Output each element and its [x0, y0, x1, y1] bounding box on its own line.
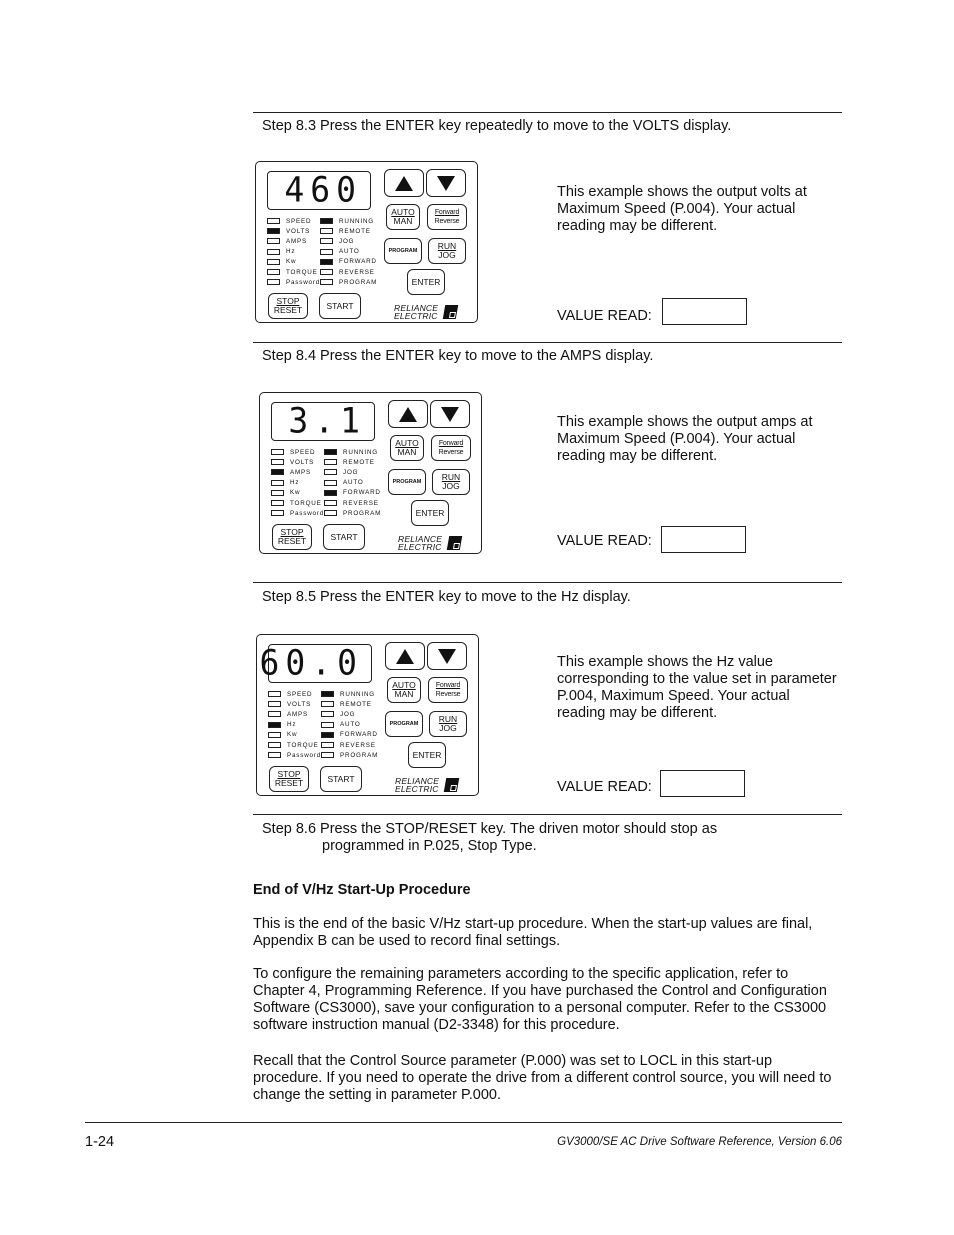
led-label: SPEED — [287, 690, 313, 698]
up-arrow-button[interactable] — [385, 642, 425, 670]
step-8-3-text: Step 8.3 Press the ENTER key repeatedly to move to the VOLTS display. — [262, 118, 732, 134]
led-indicator — [324, 500, 337, 506]
enter-button[interactable] — [407, 269, 445, 295]
led-indicator-row — [321, 689, 375, 699]
auto-man-button[interactable] — [390, 435, 424, 461]
led-indicator-row — [321, 699, 372, 709]
section-heading: End of V/Hz Start-Up Procedure — [253, 882, 471, 898]
display-value: 3.1 — [288, 400, 366, 441]
down-arrow-button[interactable] — [430, 400, 470, 428]
led-indicator-row — [321, 750, 378, 760]
step-8-6-line2: programmed in P.025, Stop Type. — [322, 838, 537, 854]
value-read-label: VALUE READ: — [557, 308, 652, 324]
led-indicator — [271, 500, 284, 506]
step-8-3-description: This example shows the output volts at Maximum Speed (P.004). Your actual reading may be different. — [557, 184, 807, 234]
led-indicator — [267, 259, 280, 265]
reset-label: RESET — [277, 536, 307, 546]
up-arrow-icon — [395, 176, 413, 191]
led-indicator — [268, 752, 281, 758]
led-label: AUTO — [340, 721, 361, 729]
led-indicator — [320, 269, 333, 275]
led-indicator-row — [320, 236, 354, 246]
led-indicator-row — [271, 478, 299, 488]
brand-line-1: RELIANCE — [395, 776, 440, 786]
step-8-5-text: Step 8.5 Press the ENTER key to move to the Hz display. — [262, 589, 631, 605]
led-label: RUNNING — [343, 448, 378, 456]
led-indicator — [321, 742, 334, 748]
led-indicator-row — [320, 247, 360, 257]
jog-label: JOG — [438, 250, 456, 260]
led-indicator — [267, 269, 280, 275]
reset-label: RESET — [273, 305, 303, 315]
auto-man-button[interactable] — [386, 204, 420, 230]
led-label: FORWARD — [340, 731, 378, 739]
led-label: Password — [290, 509, 325, 517]
led-indicator-row — [268, 730, 297, 740]
led-indicator-row — [271, 447, 315, 457]
auto-man-button[interactable] — [387, 677, 421, 703]
start-label: START — [327, 773, 355, 784]
rule-step-8-4 — [253, 342, 842, 343]
led-indicator — [320, 228, 333, 234]
paragraph: To configure the remaining parameters according to the specific application, refer to Chapter 4, Programming Reference. If you have purchased the Control and Configuration Software (CS3000), save your configuration to a personal computer. Refer to the CS3000 software instruction manual (D2-3348) for this procedure. — [253, 966, 827, 1033]
led-label: RUNNING — [339, 217, 374, 225]
reverse-label: Reverse — [435, 691, 461, 698]
led-indicator — [324, 510, 337, 516]
forward-label: Forward — [435, 682, 461, 689]
jog-label: JOG — [442, 481, 460, 491]
led-indicator-row — [320, 277, 377, 287]
led-indicator-row — [324, 467, 358, 477]
led-indicator — [268, 742, 281, 748]
enter-label: ENTER — [411, 276, 441, 287]
led-indicator — [320, 259, 333, 265]
led-indicator — [268, 732, 281, 738]
led-indicator-row — [324, 488, 381, 498]
start-button[interactable] — [320, 766, 362, 792]
down-arrow-button[interactable] — [427, 642, 467, 670]
enter-label: ENTER — [412, 749, 442, 760]
led-indicator-row — [271, 488, 300, 498]
up-arrow-icon — [396, 649, 414, 664]
led-label: VOLTS — [287, 700, 312, 708]
led-label: JOG — [340, 710, 356, 718]
led-label: VOLTS — [286, 227, 311, 235]
led-indicator — [321, 691, 334, 697]
value-read-box[interactable] — [661, 526, 746, 553]
led-label: FORWARD — [343, 489, 381, 497]
led-label: REVERSE — [339, 268, 375, 276]
step-8-4-description: This example shows the output amps at Maximum Speed (P.004). Your actual reading may be different. — [557, 414, 813, 464]
lcd-display — [259, 642, 372, 683]
value-read-label: VALUE READ: — [557, 533, 652, 549]
document-title: GV3000/SE AC Drive Software Reference, Version 6.06 — [557, 1136, 842, 1148]
led-indicator-row — [324, 508, 381, 518]
forward-reverse-button[interactable] — [431, 435, 471, 461]
auto-label: AUTO — [391, 207, 415, 217]
led-indicator-row — [271, 498, 322, 508]
led-indicator-row — [320, 257, 377, 267]
stop-label: STOP — [277, 769, 301, 779]
brand-name — [395, 777, 439, 793]
enter-button[interactable] — [408, 742, 446, 768]
led-indicator — [320, 218, 333, 224]
led-indicator — [267, 249, 280, 255]
rule-top — [253, 112, 842, 113]
led-label: REMOTE — [343, 458, 375, 466]
led-indicator — [268, 722, 281, 728]
forward-reverse-button[interactable] — [427, 204, 467, 230]
rule-footer — [85, 1122, 842, 1123]
brand-line-1: RELIANCE — [394, 303, 439, 313]
start-button[interactable] — [323, 524, 365, 550]
stop-reset-button[interactable] — [269, 766, 309, 792]
led-indicator — [320, 249, 333, 255]
led-indicator — [271, 469, 284, 475]
led-indicator-row — [271, 457, 314, 467]
program-label: PROGRAM — [388, 247, 418, 254]
reliance-logo-icon — [443, 305, 458, 319]
step-8-6-line1: Step 8.6 Press the STOP/RESET key. The driven motor should stop as — [262, 821, 718, 837]
led-indicator-row — [324, 447, 378, 457]
run-jog-button[interactable] — [432, 469, 470, 495]
paragraph: This is the end of the basic V/Hz start-up procedure. When the start-up values are final, Appendix B can be used to record final settings. — [253, 916, 813, 949]
up-arrow-button[interactable] — [388, 400, 428, 428]
led-indicator-row — [321, 720, 361, 730]
led-indicator — [320, 238, 333, 244]
led-label: AMPS — [290, 468, 312, 476]
led-label: Kw — [286, 258, 297, 266]
step-8-6-text — [262, 821, 717, 855]
led-indicator-row — [320, 267, 375, 277]
display-value: 60.0 — [259, 642, 363, 683]
led-indicator — [321, 752, 334, 758]
led-indicator — [324, 459, 337, 465]
led-indicator — [267, 218, 280, 224]
step-8-5-description: This example shows the Hz value corresponding to the value set in parameter P.004, Maximum Speed. Your actual reading may be different. — [557, 654, 837, 721]
stop-reset-button[interactable] — [268, 293, 308, 319]
led-indicator — [267, 279, 280, 285]
down-arrow-icon — [437, 176, 455, 191]
led-indicator — [271, 510, 284, 516]
led-label: REVERSE — [340, 741, 376, 749]
led-indicator-row — [267, 216, 311, 226]
led-label: PROGRAM — [343, 509, 382, 517]
led-indicator-row — [321, 730, 378, 740]
page-number: 1-24 — [85, 1134, 115, 1150]
brand-name — [394, 304, 438, 320]
led-indicator — [324, 469, 337, 475]
led-indicator-row — [324, 498, 379, 508]
enter-button[interactable] — [411, 500, 449, 526]
brand-line-2: ELECTRIC — [394, 311, 438, 321]
stop-label: STOP — [280, 527, 304, 537]
keypad-hz — [256, 634, 479, 796]
reverse-label: Reverse — [434, 218, 460, 225]
led-label: Password — [286, 278, 321, 286]
run-jog-button[interactable] — [428, 238, 466, 264]
led-indicator-row — [268, 709, 308, 719]
led-label: REMOTE — [339, 227, 371, 235]
program-label: PROGRAM — [389, 720, 419, 727]
led-label: AMPS — [286, 237, 308, 245]
man-label: MAN — [394, 689, 414, 699]
led-label: VOLTS — [290, 458, 315, 466]
forward-reverse-button[interactable] — [428, 677, 468, 703]
led-label: REMOTE — [340, 700, 372, 708]
start-label: START — [330, 531, 358, 542]
auto-label: AUTO — [392, 680, 416, 690]
stop-label: STOP — [276, 296, 300, 306]
enter-label: ENTER — [415, 507, 445, 518]
run-label: RUN — [438, 714, 458, 724]
led-indicator — [321, 711, 334, 717]
program-button[interactable] — [385, 711, 423, 737]
led-indicator-row — [271, 467, 311, 477]
led-label: Hz — [286, 248, 296, 256]
led-indicator — [271, 480, 284, 486]
led-label: JOG — [343, 468, 359, 476]
led-label: SPEED — [286, 217, 312, 225]
led-label: AMPS — [287, 710, 309, 718]
down-arrow-button[interactable] — [426, 169, 466, 197]
led-indicator-row — [324, 457, 375, 467]
led-indicator — [271, 449, 284, 455]
led-indicator-row — [267, 257, 296, 267]
led-label: TORQUE — [286, 268, 318, 276]
led-indicator-row — [320, 216, 374, 226]
keypad-volts — [255, 161, 478, 323]
reverse-label: Reverse — [438, 449, 464, 456]
led-indicator — [268, 701, 281, 707]
led-label: AUTO — [343, 479, 364, 487]
display-value: 460 — [284, 169, 362, 210]
led-indicator — [324, 449, 337, 455]
value-read-box[interactable] — [660, 770, 745, 797]
led-label: Kw — [290, 489, 301, 497]
reliance-logo-icon — [444, 778, 459, 792]
led-label: TORQUE — [290, 499, 322, 507]
led-label: FORWARD — [339, 258, 377, 266]
man-label: MAN — [393, 216, 413, 226]
down-arrow-icon — [441, 407, 459, 422]
led-indicator — [271, 490, 284, 496]
led-indicator-row — [267, 226, 310, 236]
start-button[interactable] — [319, 293, 361, 319]
program-button[interactable] — [388, 469, 426, 495]
brand-name — [398, 535, 442, 551]
stop-reset-button[interactable] — [272, 524, 312, 550]
led-indicator — [267, 238, 280, 244]
led-indicator-row — [267, 236, 307, 246]
led-indicator-row — [268, 740, 319, 750]
run-jog-button[interactable] — [429, 711, 467, 737]
led-indicator-row — [321, 740, 376, 750]
run-label: RUN — [437, 241, 457, 251]
led-label: Kw — [287, 731, 298, 739]
lcd-display — [267, 171, 371, 210]
led-indicator — [324, 490, 337, 496]
led-indicator-row — [267, 277, 320, 287]
led-indicator — [271, 459, 284, 465]
run-label: RUN — [441, 472, 461, 482]
jog-label: JOG — [439, 723, 457, 733]
led-label: Password — [287, 751, 322, 759]
led-indicator-row — [268, 750, 321, 760]
brand-line-1: RELIANCE — [398, 534, 443, 544]
led-indicator-row — [320, 226, 371, 236]
led-label: JOG — [339, 237, 355, 245]
forward-label: Forward — [438, 440, 464, 447]
led-indicator-row — [267, 247, 295, 257]
auto-label: AUTO — [395, 438, 419, 448]
led-indicator — [320, 279, 333, 285]
start-label: START — [326, 300, 354, 311]
led-indicator-row — [268, 699, 311, 709]
led-indicator — [268, 711, 281, 717]
led-indicator — [324, 480, 337, 486]
brand-line-2: ELECTRIC — [395, 784, 439, 794]
down-arrow-icon — [438, 649, 456, 664]
led-indicator-row — [271, 508, 324, 518]
led-indicator-row — [267, 267, 318, 277]
up-arrow-button[interactable] — [384, 169, 424, 197]
rule-step-8-6 — [253, 814, 842, 815]
led-label: TORQUE — [287, 741, 319, 749]
program-button[interactable] — [384, 238, 422, 264]
led-label: RUNNING — [340, 690, 375, 698]
led-label: Hz — [290, 479, 300, 487]
led-indicator — [267, 228, 280, 234]
led-indicator — [321, 732, 334, 738]
value-read-label: VALUE READ: — [557, 779, 652, 795]
reset-label: RESET — [274, 778, 304, 788]
led-indicator-row — [324, 478, 364, 488]
led-label: Hz — [287, 721, 297, 729]
led-label: PROGRAM — [340, 751, 379, 759]
reliance-logo-icon — [447, 536, 462, 550]
led-label: SPEED — [290, 448, 316, 456]
led-indicator-row — [268, 689, 312, 699]
led-indicator-row — [268, 720, 296, 730]
lcd-display — [271, 402, 375, 441]
led-indicator-row — [321, 709, 355, 719]
led-indicator — [321, 701, 334, 707]
led-indicator — [321, 722, 334, 728]
keypad-amps — [259, 392, 482, 554]
forward-label: Forward — [434, 209, 460, 216]
step-8-4-text: Step 8.4 Press the ENTER key to move to the AMPS display. — [262, 348, 654, 364]
led-label: PROGRAM — [339, 278, 378, 286]
paragraph: Recall that the Control Source parameter (P.000) was set to LOCL in this start-up procedure. If you need to operate the drive from a different control source, you will need to change the setting in parameter P.000. — [253, 1053, 832, 1103]
brand-line-2: ELECTRIC — [398, 542, 442, 552]
up-arrow-icon — [399, 407, 417, 422]
led-label: AUTO — [339, 248, 360, 256]
value-read-box[interactable] — [662, 298, 747, 325]
rule-step-8-5 — [253, 582, 842, 583]
program-label: PROGRAM — [392, 478, 422, 485]
led-indicator — [268, 691, 281, 697]
man-label: MAN — [397, 447, 417, 457]
led-label: REVERSE — [343, 499, 379, 507]
